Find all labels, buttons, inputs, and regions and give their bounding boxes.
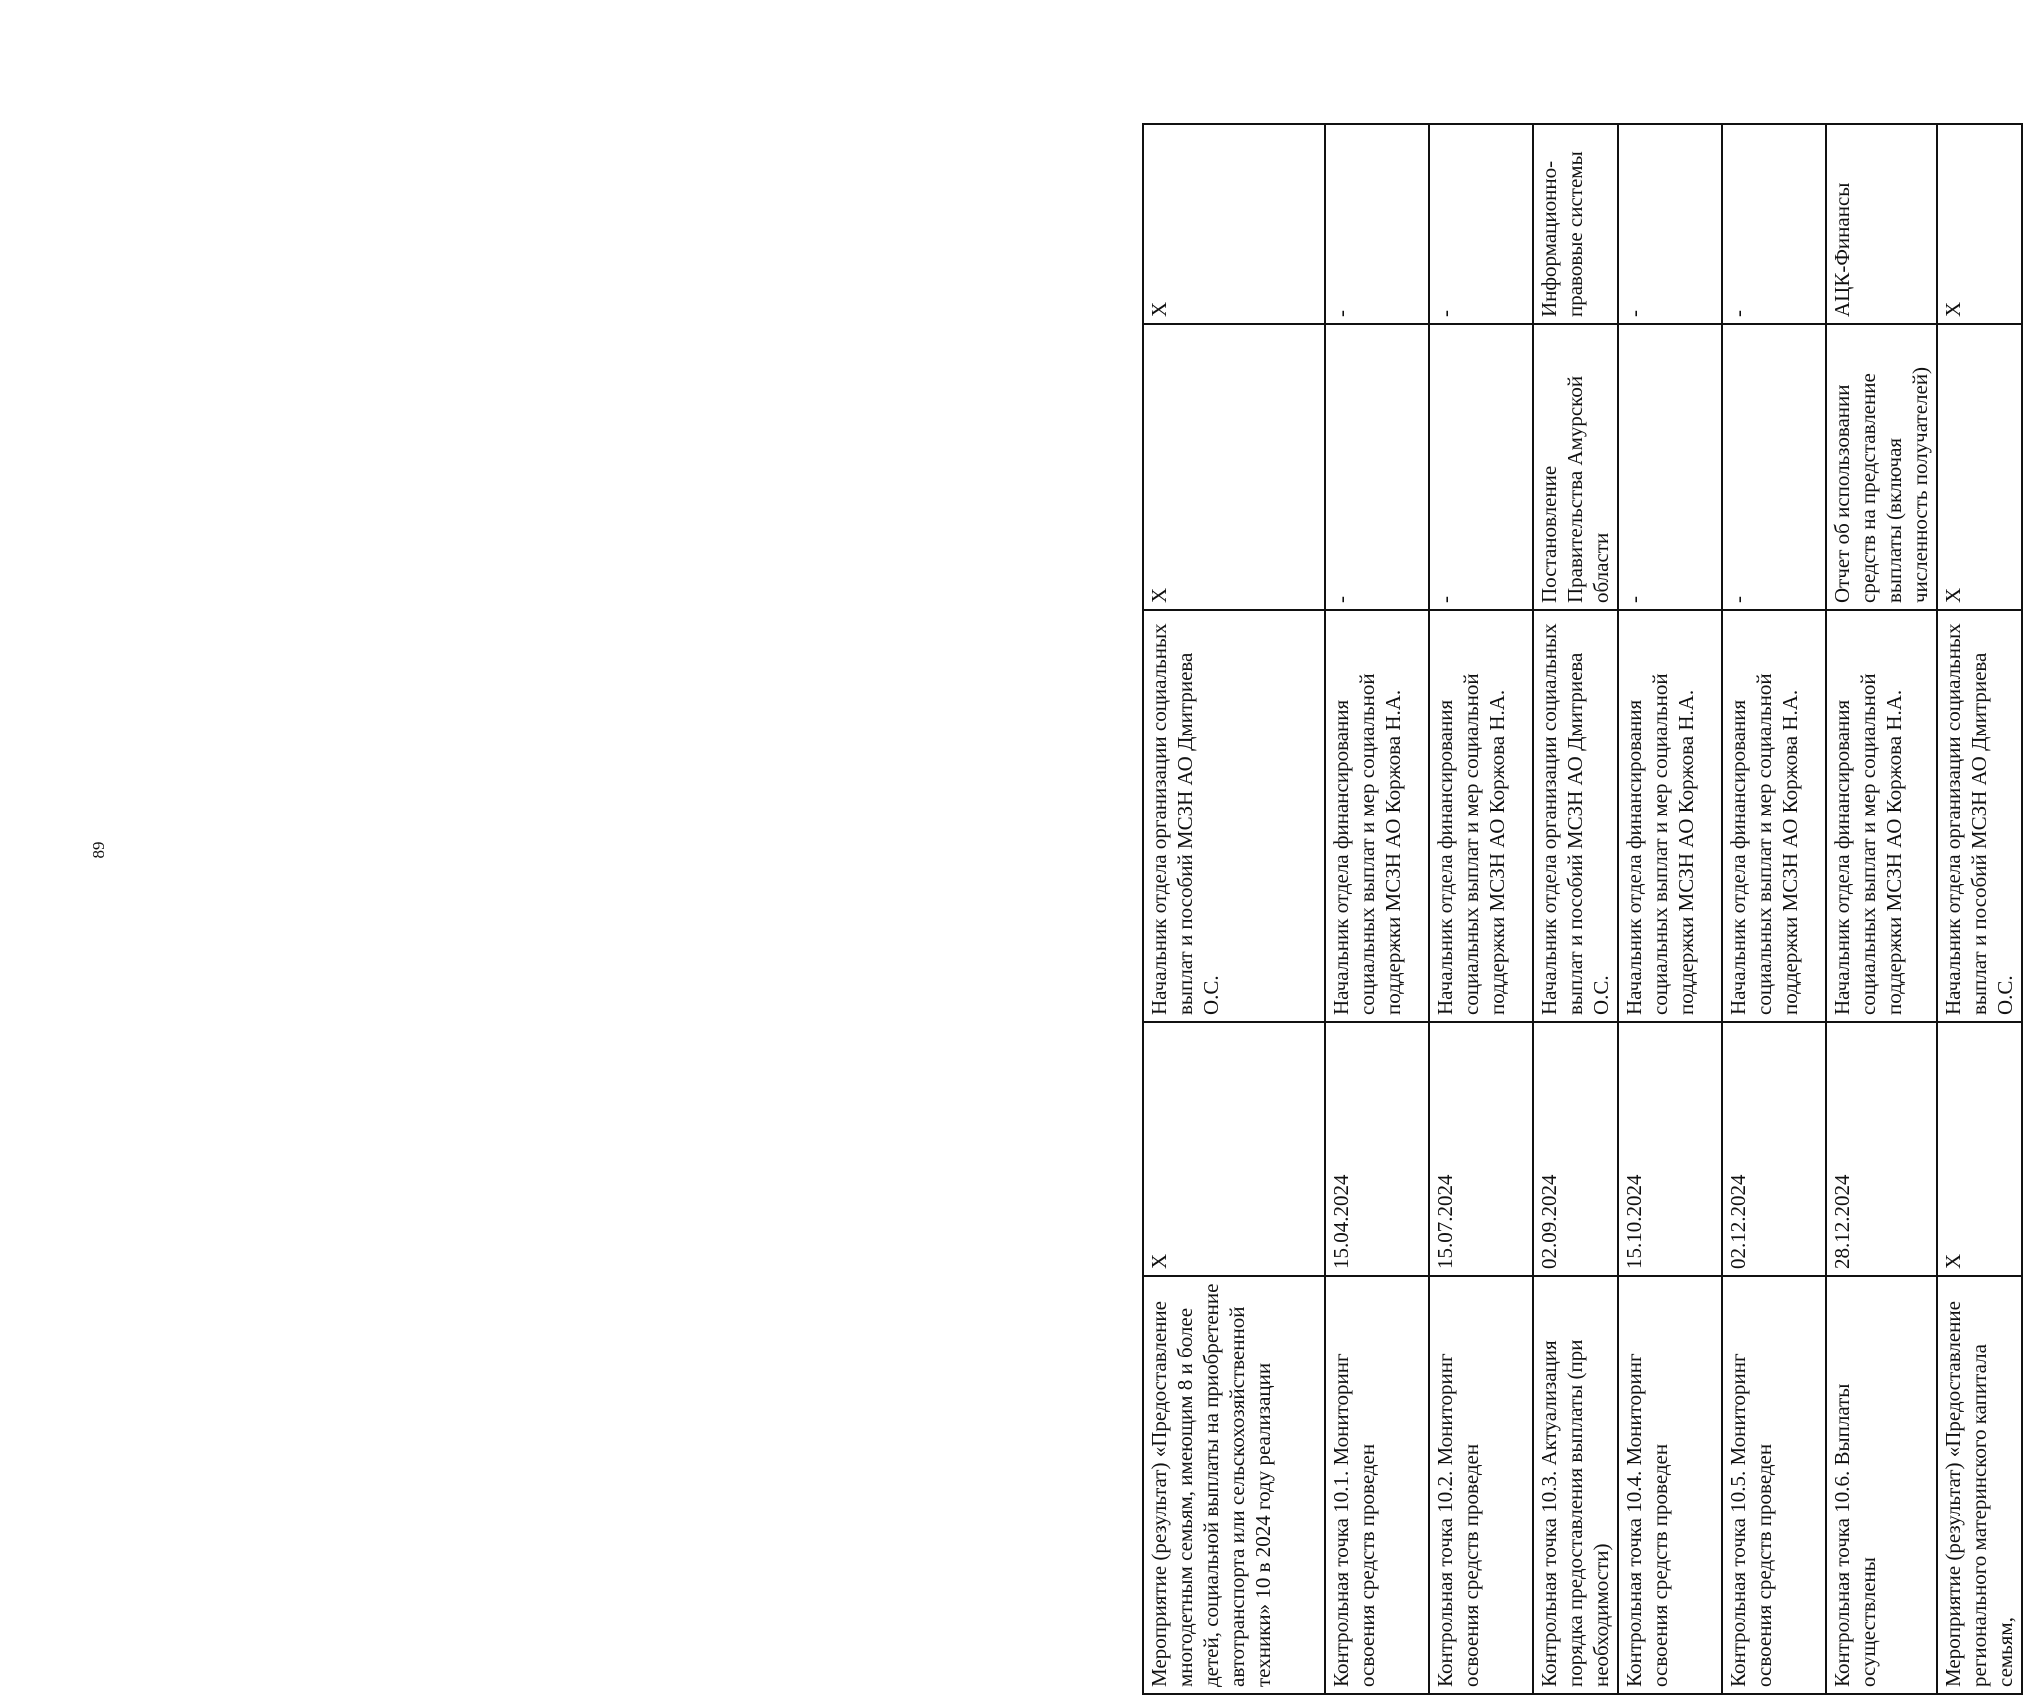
date-cell: 15.07.2024 (1429, 1022, 1533, 1276)
info-system-cell: АЦК-Финансы (1826, 124, 1937, 324)
table-row (1429, 124, 1533, 1694)
event-name-cell: Контрольная точка 10.4. Мониторинг освоения средств проведен (1618, 1276, 1722, 1694)
table-row (1618, 124, 1722, 1694)
event-name-cell: Контрольная точка 10.3. Актуализация порядка предоставления выплаты (при необходимости) (1533, 1276, 1618, 1694)
event-name-cell: Контрольная точка 10.2. Мониторинг освоения средств проведен (1429, 1276, 1533, 1694)
document-cell: - (1429, 324, 1533, 610)
table-row (1722, 124, 1826, 1694)
date-cell: 15.04.2024 (1325, 1022, 1429, 1276)
responsible-cell: Начальник отдела организации социальных выплат и пособий МСЗН АО Дмитриева О.С. (1533, 610, 1618, 1022)
document-cell: - (1325, 324, 1429, 610)
info-system-cell: Х (1937, 124, 2022, 324)
document-cell: Отчет об использовании средств на представление выплаты (включая численность получателей) (1826, 324, 1937, 610)
event-name-cell: Контрольная точка 10.1. Мониторинг освоения средств проведен (1325, 1276, 1429, 1694)
info-system-cell: - (1618, 124, 1722, 324)
date-cell: 02.09.2024 (1533, 1022, 1618, 1276)
document-cell: Х (1937, 324, 2022, 610)
event-name-cell: Контрольная точка 10.6. Выплаты осуществлены (1826, 1276, 1937, 1694)
responsible-cell: Начальник отдела финансирования социальных выплат и мер социальной поддержки МСЗН АО Коржова Н.А. (1826, 610, 1937, 1022)
info-system-cell: - (1325, 124, 1429, 324)
responsible-cell: Начальник отдела организации социальных выплат и пособий МСЗН АО Дмитриева О.С. (1143, 610, 1325, 1022)
table-row (1826, 124, 1937, 1694)
document-cell: - (1722, 324, 1826, 610)
table-row (1533, 124, 1618, 1694)
info-system-cell: Информационно-правовые системы (1533, 124, 1618, 324)
document-cell: Постановление Правительства Амурской области (1533, 324, 1618, 610)
responsible-cell: Начальник отдела финансирования социальных выплат и мер социальной поддержки МСЗН АО Коржова Н.А. (1429, 610, 1533, 1022)
responsible-cell: Начальник отдела финансирования социальных выплат и мер социальной поддержки МСЗН АО Коржова Н.А. (1722, 610, 1826, 1022)
responsible-cell: Начальник отдела финансирования социальных выплат и мер социальной поддержки МСЗН АО Коржова Н.А. (1618, 610, 1722, 1022)
date-cell: 02.12.2024 (1722, 1022, 1826, 1276)
control-points-table (1142, 123, 2023, 1695)
date-cell: 15.10.2024 (1618, 1022, 1722, 1276)
table-row (1937, 124, 2022, 1694)
event-name-cell: Мероприятие (результат) «Предоставление регионального материнского капитала семьям, (1937, 1276, 2022, 1694)
table-row (1143, 124, 1325, 1694)
rotated-page-content (1142, 123, 2023, 1695)
event-name-cell: Мероприятие (результат) «Предоставление многодетным семьям, имеющим 8 и более детей, социальной выплаты на приобретение автотранспорта или сельскохозяйственной техники» 10 в 2024 году реализации (1143, 1276, 1325, 1694)
info-system-cell: Х (1143, 124, 1325, 324)
date-cell: Х (1937, 1022, 2022, 1276)
responsible-cell: Начальник отдела организации социальных выплат и пособий МСЗН АО Дмитриева О.С. (1937, 610, 2022, 1022)
info-system-cell: - (1429, 124, 1533, 324)
document-cell: Х (1143, 324, 1325, 610)
document-cell: - (1618, 324, 1722, 610)
page-number: 89 (89, 841, 108, 859)
responsible-cell: Начальник отдела финансирования социальных выплат и мер социальной поддержки МСЗН АО Коржова Н.А. (1325, 610, 1429, 1022)
date-cell: 28.12.2024 (1826, 1022, 1937, 1276)
table-row (1325, 124, 1429, 1694)
event-name-cell: Контрольная точка 10.5. Мониторинг освоения средств проведен (1722, 1276, 1826, 1694)
info-system-cell: - (1722, 124, 1826, 324)
date-cell: Х (1143, 1022, 1325, 1276)
